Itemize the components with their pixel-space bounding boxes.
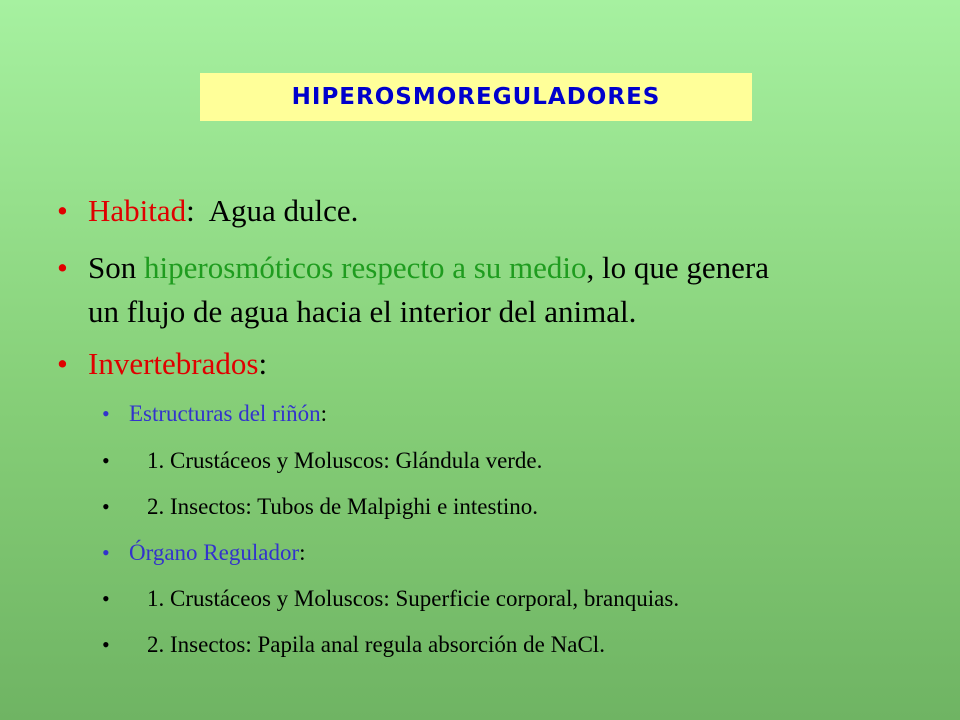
bullet-invertebrados-text [88,346,267,382]
habitat-label: Habitad [88,193,187,228]
bullet-habitat-text [88,193,358,229]
bullet-dot: • [102,586,110,611]
sub-item-2-text: 2. Insectos: Tubos de Malpighi e intestino. [147,494,538,519]
bullet-dot: • [57,193,68,228]
bullet-son-line1 [88,250,769,286]
organo-sep: : [299,540,306,565]
bullet-dot: • [57,346,68,381]
sub-estructuras-text [129,401,327,427]
bullet-dot: • [102,540,110,565]
bullet-dot: • [102,632,110,657]
invert-label: Invertebrados [88,346,259,381]
bullet-dot: • [102,494,110,519]
son-highlight: hiperosmóticos respecto a su medio [144,250,587,285]
bullet-dot: • [102,448,110,473]
title-box [200,73,752,121]
invert-sep: : [258,346,268,381]
bullet-dot: • [102,401,110,426]
sub-item-3-text: 1. Crustáceos y Moluscos: Superficie corporal, branquias. [147,586,680,611]
son-post: , lo que genera [586,250,769,285]
sub-organo-text [129,540,306,566]
sub-item-4-text: 2. Insectos: Papila anal regula absorción de NaCl. [147,632,605,657]
estructuras-sep: : [320,401,328,426]
bullet-son-line2: un flujo de agua hacia el interior del animal. [88,294,637,329]
slide-title: HIPEROSMOREGULADORES [291,84,661,110]
bullet-dot: • [57,250,68,285]
organo-label: Órgano Regulador [129,540,300,565]
estructuras-label: Estructuras del riñón [129,401,321,426]
sub-item-1-text: 1. Crustáceos y Moluscos: Glándula verde. [147,448,543,473]
son-pre: Son [88,250,144,285]
habitat-sep: : [186,193,195,228]
habitat-value: Agua dulce. [208,193,359,228]
